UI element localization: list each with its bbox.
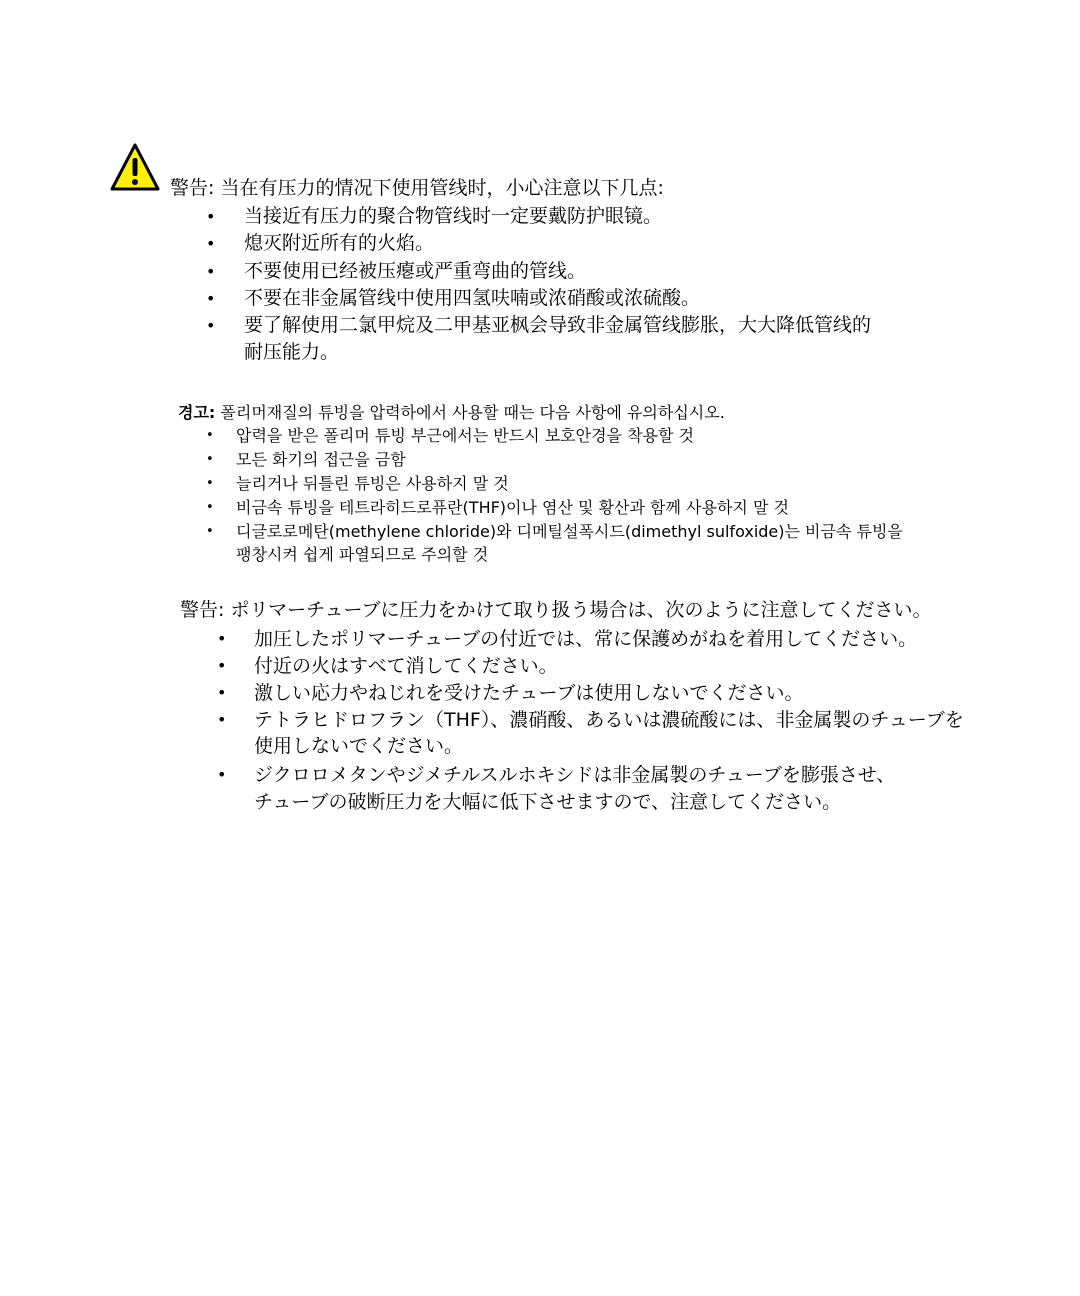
warning-intro-ja: ポリマーチューブに圧力をかけて取り扱う場合は、次のように注意してください。 xyxy=(230,599,932,621)
list-item-text: 늘리거나 뒤틀린 튜빙은 사용하지 말 것 xyxy=(236,474,509,493)
warning-heading-zh xyxy=(170,175,664,202)
list-item-text: 付近の火はすべて消してください。 xyxy=(254,655,558,677)
warning-label-ja: 警告: xyxy=(180,599,225,621)
list-item-text: 不要使用已经被压瘪或严重弯曲的管线。 xyxy=(244,260,587,282)
warning-heading-ja xyxy=(180,597,932,623)
list-item-text: 팽창시켜 쉽게 파열되므로 주의할 것 xyxy=(236,545,489,564)
bullet: • xyxy=(206,316,216,335)
warning-intro-zh: 当在有压力的情况下使用管线时，小心注意以下几点: xyxy=(220,177,664,199)
list-item-text: テトラヒドロフラン（THF）、濃硝酸、あるいは濃硫酸には、非金属製のチューブを xyxy=(254,709,964,731)
bullet: • xyxy=(206,262,216,281)
list-item-text: チューブの破断圧力を大幅に低下させますので、注意してください。 xyxy=(254,791,842,813)
list-item-text: 熄灭附近所有的火焰。 xyxy=(244,232,435,254)
bullet: • xyxy=(217,629,227,648)
bullet: • xyxy=(217,710,227,729)
list-item-text: 加圧したポリマーチューブの付近では、常に保護めがねを着用してください。 xyxy=(254,628,918,650)
bullet: • xyxy=(206,289,216,308)
warning-triangle-icon xyxy=(110,142,160,192)
list-item-text: 비금속 튜빙을 테트라히드로퓨란(THF)이나 염산 및 황산과 함께 사용하지 말 것 xyxy=(236,498,789,517)
list-item-text: 使用しないでください。 xyxy=(254,735,464,757)
list-item-text: 디글로로메탄(methylene chloride)와 디메틸설폭시드(dimethyl sulfoxide)는 비금속 튜빙을 xyxy=(236,522,903,541)
bullet: • xyxy=(206,476,214,491)
list-item-text: 압력을 받은 폴리머 튜빙 부근에서는 반드시 보호안경을 착용할 것 xyxy=(236,426,695,445)
bullet: • xyxy=(217,683,227,702)
list-item-text: ジクロロメタンやジメチルスルホキシドは非金属製のチューブを膨張させ、 xyxy=(254,764,896,786)
bullet: • xyxy=(217,656,227,675)
warning-label-zh: 警告: xyxy=(170,177,215,199)
warning-heading-ko xyxy=(178,401,725,424)
bullet: • xyxy=(206,234,216,253)
bullet: • xyxy=(206,428,214,443)
list-item-text: 모든 화기의 접근을 금함 xyxy=(236,450,406,469)
list-item-text: 要了解使用二氯甲烷及二甲基亚枫会导致非金属管线膨胀，大大降低管线的 xyxy=(244,314,872,336)
bullet: • xyxy=(206,524,214,539)
bullet: • xyxy=(206,207,216,226)
list-item-text: 激しい応力やねじれを受けたチューブは使用しないでください。 xyxy=(254,682,804,704)
bullet: • xyxy=(206,500,214,515)
list-item-text: 不要在非金属管线中使用四氢呋喃或浓硝酸或浓硫酸。 xyxy=(244,287,701,309)
list-item-text: 当接近有压力的聚合物管线时一定要戴防护眼镜。 xyxy=(244,205,663,227)
list-item-text: 耐压能力。 xyxy=(244,341,340,363)
bullet: • xyxy=(206,452,214,467)
bullet: • xyxy=(217,765,227,784)
warning-label-ko: 경고: xyxy=(178,403,216,422)
warning-intro-ko: 폴리머재질의 튜빙을 압력하에서 사용할 때는 다음 사항에 유의하십시오. xyxy=(220,403,725,422)
